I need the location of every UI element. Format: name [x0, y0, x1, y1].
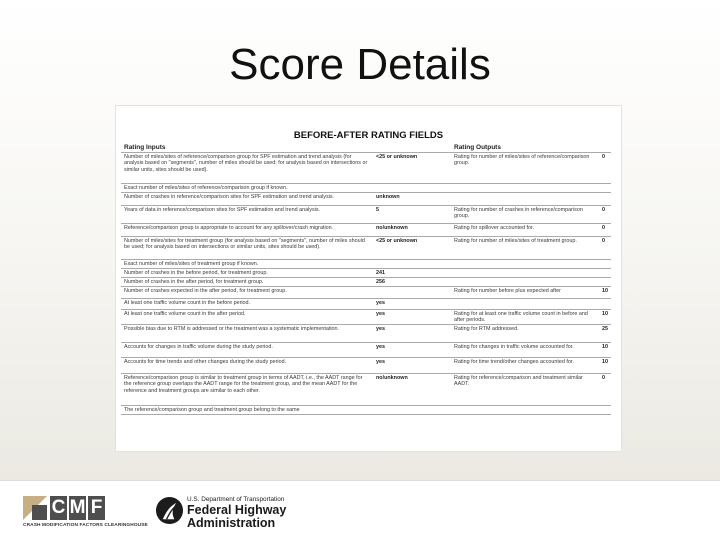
- row-input-text: Reference/comparison group is appropriate to account for any spillover/crash migration.: [124, 225, 334, 231]
- row-value: 241: [376, 270, 385, 276]
- fhwa-name-line1: Federal Highway: [187, 503, 287, 517]
- row-value: yes: [376, 359, 385, 365]
- row-score: 25: [602, 326, 608, 332]
- table-row: [121, 373, 611, 405]
- row-score: 10: [602, 359, 608, 365]
- row-score: 0: [602, 207, 605, 213]
- row-output-text: Rating for spillover accounted for.: [454, 225, 535, 231]
- row-output-text: Rating for time trend/other changes accounted for.: [454, 359, 574, 365]
- row-output-text: Rating for number of crashes in reference/comparison group.: [454, 207, 583, 220]
- table-row: [121, 324, 611, 342]
- fhwa-name-line2: Administration: [187, 516, 276, 530]
- row-input-text: Number of crashes in the after period, for treatment group.: [124, 279, 264, 285]
- row-score: 0: [602, 154, 605, 160]
- cmf-letter-c: C: [51, 497, 66, 518]
- row-value: unknown: [376, 194, 400, 200]
- row-value: yes: [376, 326, 385, 332]
- table-row: [121, 223, 611, 236]
- row-value: yes: [376, 311, 385, 317]
- row-output-text: Rating for changes in traffic volume accounted for.: [454, 344, 574, 350]
- row-input-text: Number of miles/sites of reference/comparison group for SPF estimation and trend analysis (for analysis based on "segments", number of miles should be used; for analysis based on intersections or similar units, sites should be used).: [124, 154, 368, 173]
- row-input-text: Exact number of miles/sites of reference/comparison group if known.: [124, 185, 288, 191]
- fhwa-department-text: U.S. Department of Transportation: [187, 496, 285, 503]
- cmf-letter-m: M: [69, 497, 86, 518]
- row-output-text: Rating for RTM addressed.: [454, 326, 519, 332]
- cmf-tagline: CRASH MODIFICATION FACTORS CLEARINGHOUSE: [23, 523, 148, 528]
- cmf-emblem-icon: [23, 496, 47, 520]
- rating-inputs-header: Rating Inputs: [124, 144, 166, 151]
- rating-table: [121, 152, 611, 415]
- table-row: [121, 192, 611, 205]
- row-input-text: Exact number of miles/sites of treatment group if known.: [124, 261, 259, 267]
- row-output-text: Rating for at least one traffic volume count in before and after periods.: [454, 311, 588, 324]
- fhwa-logo: [155, 496, 305, 532]
- table-row: [121, 277, 611, 286]
- row-value: 5: [376, 207, 379, 213]
- row-output-text: Rating for number of miles/sites of reference/comparison group.: [454, 154, 590, 167]
- row-score: 10: [602, 344, 608, 350]
- row-input-text: Years of data in reference/comparison sites for SPF estimation and trend analysis.: [124, 207, 321, 213]
- row-input-text: The reference/comparison group and treatment group belong to the same: [124, 407, 300, 413]
- row-input-text: Number of crashes in the before period, for treatment group.: [124, 270, 268, 276]
- row-score: 0: [602, 238, 605, 244]
- table-row: [121, 183, 611, 192]
- document-heading: BEFORE-AFTER RATING FIELDS: [293, 130, 444, 141]
- row-input-text: At least one traffic volume count in the after period.: [124, 311, 246, 317]
- row-output-text: Rating for reference/comparison and treatment similar AADT.: [454, 375, 583, 388]
- table-row: [121, 259, 611, 268]
- row-input-text: Accounts for time trends and other changes during the study period.: [124, 359, 287, 365]
- table-row: [121, 357, 611, 373]
- rating-outputs-header: Rating Outputs: [454, 144, 501, 151]
- table-row: [121, 309, 611, 324]
- row-score: 0: [602, 375, 605, 381]
- table-row: [121, 268, 611, 277]
- row-value: 256: [376, 279, 385, 285]
- table-row: [121, 152, 611, 183]
- slide-title: Score Details: [229, 40, 491, 89]
- table-row: [121, 298, 611, 309]
- table-row: [121, 236, 611, 259]
- row-output-text: Rating for number before plus expected after: [454, 288, 561, 294]
- row-input-text: Number of miles/sites for treatment group (for analysis based on "segments", number of miles should be used; for analysis based on intersections or similar units, sites should be used).: [124, 238, 365, 251]
- table-row: [121, 342, 611, 357]
- row-score: 0: [602, 225, 605, 231]
- row-input-text: At least one traffic volume count in the before period.: [124, 300, 251, 306]
- rating-fields-document: [115, 105, 622, 452]
- row-output-text: Rating for number of miles/sites of treatment group.: [454, 238, 577, 244]
- row-value: yes: [376, 344, 385, 350]
- row-value: no/unknown: [376, 375, 408, 381]
- row-input-text: Number of crashes expected in the after period, for treatment group.: [124, 288, 287, 294]
- row-score: 10: [602, 288, 608, 294]
- row-input-text: Possible bias due to RTM is addressed or the treatment was a systematic implementation.: [124, 326, 340, 332]
- row-input-text: Accounts for changes in traffic volume during the study period.: [124, 344, 273, 350]
- row-score: 10: [602, 311, 608, 317]
- row-value: no/unknown: [376, 225, 408, 231]
- table-row: [121, 405, 611, 415]
- row-input-text: Reference/comparison group is similar to treatment group in terms of AADT, i.e., the AADT range for the reference group overlaps the AADT range for the treatment group, and the mean AADT for the reference and treatment groups are similar to each other.: [124, 375, 363, 394]
- row-value: yes: [376, 300, 385, 306]
- row-value: <25 or unknown: [376, 238, 418, 244]
- row-value: <25 or unknown: [376, 154, 418, 160]
- cmf-letter-f: F: [88, 496, 105, 520]
- fhwa-emblem-icon: [155, 496, 184, 525]
- row-input-text: Number of crashes in reference/comparison sites for SPF estimation and trend analysis.: [124, 194, 335, 200]
- cmf-clearinghouse-logo: [23, 496, 148, 532]
- table-row: [121, 205, 611, 223]
- table-row: [121, 286, 611, 298]
